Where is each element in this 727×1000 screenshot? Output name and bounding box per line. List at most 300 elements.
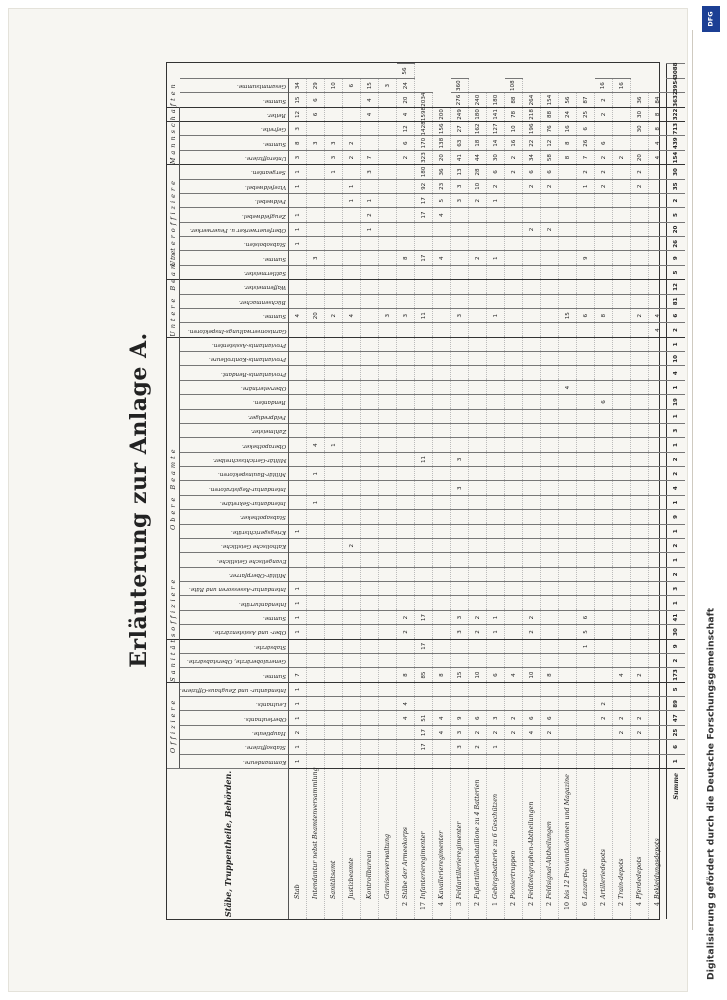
table-cell (433, 352, 451, 366)
table-cell (469, 409, 487, 423)
table-row (523, 64, 541, 920)
table-cell (505, 194, 523, 208)
table-cell (613, 567, 631, 581)
table-cell (343, 424, 361, 438)
table-cell: 4 (523, 725, 541, 739)
sum-cell: 5 (667, 682, 686, 696)
table-cell: 36 (433, 165, 451, 179)
table-cell: 4 (433, 711, 451, 725)
table-cell (577, 682, 595, 696)
table-cell: 360 (451, 79, 469, 93)
table-cell: 8 (559, 150, 577, 164)
table-cell: 6 (487, 165, 505, 179)
table-cell (577, 222, 595, 236)
table-cell: 1 (289, 754, 307, 768)
table-cell (307, 165, 325, 179)
table-cell (343, 222, 361, 236)
table-cell (433, 567, 451, 581)
table-cell: 2 (469, 725, 487, 739)
table-cell (595, 194, 613, 208)
column-header-label: Feldprediger. (248, 413, 287, 420)
table-cell (523, 366, 541, 380)
table-cell (433, 237, 451, 251)
table-cell: 2 (541, 179, 559, 193)
sum-cell: 4 (667, 366, 686, 380)
table-cell (325, 265, 343, 279)
table-cell (379, 194, 397, 208)
table-cell (325, 467, 343, 481)
table-cell (397, 740, 415, 754)
table-cell (523, 424, 541, 438)
table-cell (559, 639, 577, 653)
table-cell (559, 625, 577, 639)
table-cell (631, 510, 649, 524)
unit-count: 4 (636, 902, 644, 907)
table-cell (343, 265, 361, 279)
table-cell: 2 (631, 179, 649, 193)
table-cell: 3 (451, 179, 469, 193)
table-cell (577, 337, 595, 351)
table-cell (541, 409, 559, 423)
table-cell: 108 (505, 79, 523, 93)
table-cell (343, 567, 361, 581)
table-cell (451, 222, 469, 236)
table-cell (595, 639, 613, 653)
table-cell (343, 639, 361, 653)
column-header-label: Katholische Geistliche. (220, 543, 287, 550)
column-header-label: Garnisonverwaltungs-Inspektoren. (187, 327, 287, 334)
column-header (180, 107, 289, 121)
table-cell: 1 (289, 237, 307, 251)
column-header-label: Zahlmeister. (250, 428, 287, 435)
column-header-label: Intendantur-Assessoren und Räte. (189, 586, 287, 593)
table-cell (631, 366, 649, 380)
unit-count: 2 (402, 902, 410, 907)
table-cell (361, 179, 379, 193)
table-cell (343, 352, 361, 366)
table-cell (595, 323, 613, 337)
table-cell (451, 208, 469, 222)
unit-cell (289, 769, 307, 920)
table-cell (559, 424, 577, 438)
table-cell (325, 682, 343, 696)
table-cell (361, 610, 379, 624)
table-cell: 17 (415, 725, 433, 739)
table-cell (451, 539, 469, 553)
table-cell (559, 366, 577, 380)
table-cell (361, 438, 379, 452)
table-cell (649, 251, 667, 265)
group-header-row (167, 64, 180, 920)
table-cell (289, 194, 307, 208)
table-cell (325, 222, 343, 236)
table-cell: 1 (289, 179, 307, 193)
table-cell (631, 452, 649, 466)
table-cell (631, 280, 649, 294)
table-cell (523, 208, 541, 222)
table-cell (487, 596, 505, 610)
table-cell (523, 452, 541, 466)
table-cell (541, 294, 559, 308)
column-header-label: Summe. (262, 255, 287, 262)
table-cell (559, 409, 577, 423)
table-cell (397, 380, 415, 394)
table-cell (451, 352, 469, 366)
column-header (180, 380, 289, 394)
table-cell: 15 (451, 668, 469, 682)
table-cell (649, 495, 667, 509)
table-cell (505, 265, 523, 279)
table-cell: 16 (613, 79, 631, 93)
table-cell (379, 380, 397, 394)
table-cell: 2034 (415, 93, 433, 107)
table-cell (487, 654, 505, 668)
table-cell (307, 668, 325, 682)
table-cell: 12 (289, 107, 307, 121)
column-header-label: Sattlermeister. (243, 270, 287, 277)
table-cell (649, 366, 667, 380)
table-cell (559, 165, 577, 179)
column-header (180, 697, 289, 711)
table-cell (649, 740, 667, 754)
table-cell (505, 495, 523, 509)
table-cell: 10 (325, 79, 343, 93)
table-cell: 2 (325, 309, 343, 323)
table-cell: 2 (577, 165, 595, 179)
table-cell (379, 539, 397, 553)
table-cell (397, 179, 415, 193)
table-cell (361, 395, 379, 409)
table-cell (289, 438, 307, 452)
table-cell: 3 (451, 309, 469, 323)
table-cell: 249 (451, 107, 469, 121)
table-cell (433, 553, 451, 567)
table-cell: 36 (631, 93, 649, 107)
table-cell: 14 (487, 136, 505, 150)
table-cell (325, 380, 343, 394)
table-cell (397, 395, 415, 409)
table-cell (505, 409, 523, 423)
unit-name: Train-depots (618, 858, 626, 899)
table-cell: 78 (505, 107, 523, 121)
unit-cell (631, 769, 649, 920)
table-cell (325, 654, 343, 668)
table-cell (361, 740, 379, 754)
table-cell (397, 567, 415, 581)
table-cell (559, 711, 577, 725)
table-cell (343, 625, 361, 639)
column-header-label: Stabsärzte. (253, 643, 287, 650)
table-cell: 9 (577, 251, 595, 265)
column-header (180, 352, 289, 366)
table-cell (631, 438, 649, 452)
column-header-label: Stabsapotheker. (240, 514, 287, 521)
table-cell (505, 179, 523, 193)
table-row (451, 64, 469, 920)
table-cell (487, 639, 505, 653)
table-cell (523, 697, 541, 711)
table-cell (649, 452, 667, 466)
table-cell (415, 323, 433, 337)
table-cell (505, 682, 523, 696)
table-cell (631, 194, 649, 208)
table-cell (307, 380, 325, 394)
table-cell (469, 524, 487, 538)
table-cell (577, 452, 595, 466)
table-cell (613, 208, 631, 222)
table-cell: 17 (415, 639, 433, 653)
table-cell: 28 (469, 165, 487, 179)
table-cell (379, 682, 397, 696)
table-cell (469, 567, 487, 581)
table-cell (469, 366, 487, 380)
table-cell (325, 697, 343, 711)
table-cell (505, 510, 523, 524)
sum-cell: 1 (667, 380, 686, 394)
sum-cell: 19 (667, 395, 686, 409)
column-header-label: Büchsenmacher. (239, 298, 287, 305)
table-cell (631, 424, 649, 438)
table-cell (559, 294, 577, 308)
table-cell (397, 682, 415, 696)
table-cell: 4 (559, 380, 577, 394)
table-cell: 20 (397, 93, 415, 107)
table-cell: 2 (343, 150, 361, 164)
sum-cell: 3632 (667, 93, 686, 107)
table-cell: 2 (613, 711, 631, 725)
table-cell (361, 251, 379, 265)
table-cell (343, 251, 361, 265)
table-cell: 1 (343, 194, 361, 208)
table-cell (523, 438, 541, 452)
table-cell: 2 (631, 711, 649, 725)
unit-name: Infanterieregimenter (420, 831, 428, 899)
table-cell (631, 582, 649, 596)
table-cell (361, 352, 379, 366)
table-cell (397, 495, 415, 509)
table-cell (505, 208, 523, 222)
table-cell (325, 725, 343, 739)
table-cell (415, 524, 433, 538)
table-cell: 17 (415, 610, 433, 624)
sum-cell: 1 (667, 409, 686, 423)
table-cell (469, 208, 487, 222)
table-cell (613, 337, 631, 351)
sum-cell: 2 (667, 467, 686, 481)
table-cell: 1 (289, 208, 307, 222)
table-cell: 8 (397, 668, 415, 682)
unit-name: Stäbe der Armeekorps (402, 827, 410, 899)
column-header-label: Summe. (262, 313, 287, 320)
sum-cell: 2 (667, 194, 686, 208)
table-cell: 22 (523, 136, 541, 150)
table-cell (451, 251, 469, 265)
table-cell (343, 725, 361, 739)
table-cell: 20 (631, 150, 649, 164)
table-cell (289, 510, 307, 524)
unit-count: 10 (564, 902, 572, 911)
unit-count: 1 (492, 902, 500, 907)
table-cell (541, 495, 559, 509)
table-row (505, 64, 523, 920)
column-header (180, 539, 289, 553)
sum-cell: 9 (667, 251, 686, 265)
table-cell (289, 654, 307, 668)
table-cell: 20 (433, 150, 451, 164)
unit-name: Gebirgsbatterie zu 6 Geschützen (492, 793, 500, 899)
table-cell (451, 395, 469, 409)
table-cell: 76 (541, 122, 559, 136)
sum-cell: 81 (667, 294, 686, 308)
table-cell (397, 639, 415, 653)
table-cell (325, 553, 343, 567)
table-cell (577, 697, 595, 711)
table-cell (523, 510, 541, 524)
table-cell: 3 (451, 452, 469, 466)
table-cell (487, 438, 505, 452)
table-cell (649, 438, 667, 452)
table-cell: 1 (487, 251, 505, 265)
table-cell (289, 323, 307, 337)
table-cell (559, 438, 577, 452)
unit-cell (361, 769, 379, 920)
table-cell (433, 337, 451, 351)
table-cell (595, 122, 613, 136)
table-cell: 218 (523, 107, 541, 121)
column-header-label: Intendantur- und Zeughaus-Offiziere. (180, 686, 287, 693)
table-cell (379, 222, 397, 236)
column-header-label: Militär-Oberpfarrer. (229, 571, 287, 578)
table-cell (577, 352, 595, 366)
table-cell (523, 194, 541, 208)
column-header (180, 280, 289, 294)
table-cell (433, 682, 451, 696)
table-cell (505, 438, 523, 452)
column-header-label: Intendanturräte. (238, 600, 287, 607)
table-cell (559, 553, 577, 567)
table-cell (613, 582, 631, 596)
unit-name: Bekleidungsdepots (654, 838, 662, 899)
table-cell (577, 754, 595, 768)
table-cell (595, 409, 613, 423)
table-cell (469, 539, 487, 553)
column-header (180, 93, 289, 107)
column-header (180, 265, 289, 279)
table-cell (469, 553, 487, 567)
table-cell (595, 467, 613, 481)
table-cell (613, 265, 631, 279)
table-cell (649, 352, 667, 366)
column-header (180, 610, 289, 624)
table-cell: 8 (289, 136, 307, 150)
table-row (613, 64, 631, 920)
table-cell (361, 380, 379, 394)
dfg-credit-text: Digitalisierung gefördert durch die Deutsche Forschungsgemeinschaft (705, 607, 717, 980)
table-cell (523, 639, 541, 653)
table-cell (649, 467, 667, 481)
table-cell (541, 625, 559, 639)
table-cell (541, 524, 559, 538)
table-cell (343, 495, 361, 509)
table-cell (649, 237, 667, 251)
column-header (180, 481, 289, 495)
table-cell (631, 567, 649, 581)
table-cell (631, 481, 649, 495)
table-cell (595, 524, 613, 538)
sum-cell: 1 (667, 553, 686, 567)
column-header-label: Gesammtsumme. (237, 83, 287, 90)
table-cell (307, 697, 325, 711)
table-cell (379, 409, 397, 423)
sum-cell: 35 (667, 179, 686, 193)
table-cell (307, 452, 325, 466)
document-title: Erläuterung zur Anlage A. (126, 332, 152, 668)
table-row (649, 64, 667, 920)
table-cell: 6 (595, 395, 613, 409)
table-cell: 5 (433, 194, 451, 208)
table-cell: 17 (415, 208, 433, 222)
table-cell (415, 654, 433, 668)
table-cell (577, 323, 595, 337)
table-cell (307, 122, 325, 136)
column-header (180, 495, 289, 509)
table-cell (451, 237, 469, 251)
table-cell (613, 467, 631, 481)
table-cell (487, 481, 505, 495)
table-cell: 2 (595, 107, 613, 121)
table-cell (415, 222, 433, 236)
table-cell (343, 409, 361, 423)
table-cell (289, 352, 307, 366)
unit-cell (469, 769, 487, 920)
unit-count: 4 (438, 902, 446, 907)
table-cell (487, 539, 505, 553)
table-cell (559, 582, 577, 596)
table-cell (505, 280, 523, 294)
table-cell (379, 179, 397, 193)
table-cell: 27 (451, 122, 469, 136)
table-cell (559, 539, 577, 553)
table-cell: 6 (541, 711, 559, 725)
table-row (361, 64, 379, 920)
table-cell (325, 352, 343, 366)
table-cell (397, 424, 415, 438)
table-cell: 8 (397, 251, 415, 265)
table-cell (361, 754, 379, 768)
unit-name: Pioniertruppen (510, 850, 518, 899)
table-cell (397, 222, 415, 236)
column-header-label: Oberleutnants. (243, 715, 287, 722)
column-header (180, 553, 289, 567)
table-cell (649, 380, 667, 394)
sum-cell: 2 (667, 323, 686, 337)
table-cell (397, 553, 415, 567)
table-cell (613, 222, 631, 236)
table-cell (451, 654, 469, 668)
table-cell (361, 582, 379, 596)
table-cell (559, 596, 577, 610)
table-cell (433, 222, 451, 236)
unit-name: Garnisonverwaltung (384, 833, 392, 899)
column-header (180, 136, 289, 150)
table-cell (487, 495, 505, 509)
unit-cell (505, 769, 523, 920)
table-cell (523, 495, 541, 509)
column-header (180, 725, 289, 739)
table-cell (289, 481, 307, 495)
table-cell (397, 438, 415, 452)
table-cell (559, 654, 577, 668)
